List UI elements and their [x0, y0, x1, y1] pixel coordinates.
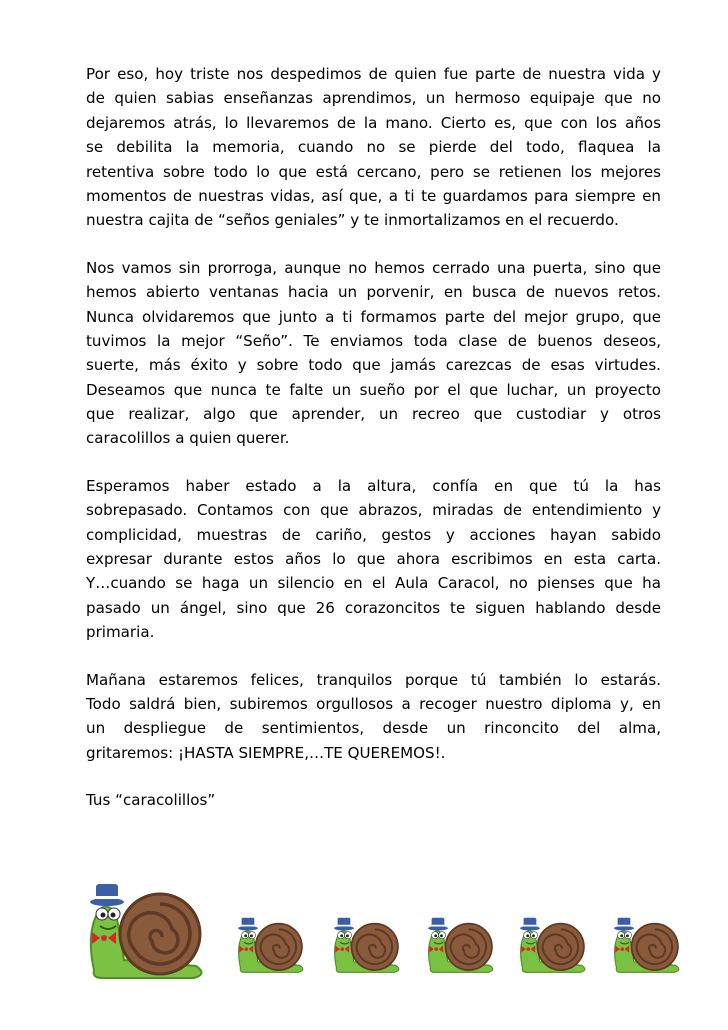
text-line: pasado un ángel, sino que 26 corazoncitos te siguen hablando desde: [86, 598, 661, 617]
signature-text: Tus “caracolillos”: [86, 791, 216, 810]
letter-body: [86, 62, 661, 813]
text-line: Todo saldrá bien, subiremos orgullosos a recoger nuestro diploma y, en: [86, 694, 661, 713]
text-line: un despliegue de sentimientos, desde un rinconcito del alma,: [86, 719, 661, 738]
snail-icon: [614, 918, 679, 973]
text-line: expresar durante estos años lo que ahora escribimos en esta carta.: [86, 550, 661, 569]
text-line: Y…cuando se haga un silencio en el Aula Caracol, no pienses que ha: [86, 574, 661, 593]
snail-row-graphic: [76, 872, 696, 982]
snail-icon: [520, 918, 585, 973]
snail-icon: [90, 884, 202, 978]
text-line: Mañana estaremos felices, tranquilos porque tú también lo estarás.: [86, 670, 661, 689]
text-line: Nos vamos sin prorroga, aunque no hemos cerrado una puerta, sino que: [86, 258, 661, 277]
text-line: de quien sabias enseñanzas aprendimos, un hermoso equipaje que no: [86, 89, 661, 108]
text-line: Esperamos haber estado a la altura, confía en que tú la has: [86, 476, 661, 495]
text-line: momentos de nuestras vidas, así que, a ti te guardamos para siempre en: [86, 186, 661, 205]
text-line: sobrepasado. Contamos con que abrazos, miradas de entendimiento y: [86, 501, 661, 520]
snail-icon: [238, 918, 303, 973]
text-line: complicidad, muestras de cariño, gestos y acciones hayan sabido: [86, 525, 661, 544]
text-line: caracolillos a quien querer.: [86, 429, 290, 448]
text-line: nuestra cajita de “seños geniales” y te inmortalizamos en el recuerdo.: [86, 211, 619, 230]
snail-icon: [334, 918, 399, 973]
text-line: se debilita la memoria, cuando no se pierde del todo, flaquea la: [86, 138, 661, 157]
snail-illustrations: [76, 872, 696, 982]
text-line: primaria.: [86, 623, 155, 642]
text-line: hemos abierto ventanas hacia un porvenir, en busca de nuevos retos.: [86, 283, 661, 302]
snail-icon: [428, 918, 493, 973]
text-line: gritaremos: ¡HASTA SIEMPRE,…TE QUEREMOS!.: [86, 743, 446, 762]
signature: [86, 788, 661, 812]
paragraph-3: [86, 474, 661, 645]
text-line: tuvimos la mejor “Seño”. Te enviamos toda clase de buenos deseos,: [86, 331, 661, 350]
text-line: Por eso, hoy triste nos despedimos de quien fue parte de nuestra vida y: [86, 65, 661, 83]
text-line: que realizar, algo que aprender, un recreo que custodiar y otros: [86, 405, 661, 424]
text-line: Deseamos que nunca te falte un sueño por el que luchar, un proyecto: [86, 380, 661, 399]
paragraph-2: [86, 256, 661, 451]
text-line: dejaremos atrás, lo llevaremos de la mano. Cierto es, que con los años: [86, 113, 661, 132]
paragraph-1: [86, 62, 661, 233]
text-line: retentiva sobre todo lo que está cercano, pero se retienen los mejores: [86, 162, 661, 181]
paragraph-4: [86, 668, 661, 766]
text-line: suerte, más éxito y sobre todo que jamás carezcas de esas virtudes.: [86, 356, 661, 375]
text-line: Nunca olvidaremos que junto a ti formamos parte del mejor grupo, que: [86, 307, 661, 326]
